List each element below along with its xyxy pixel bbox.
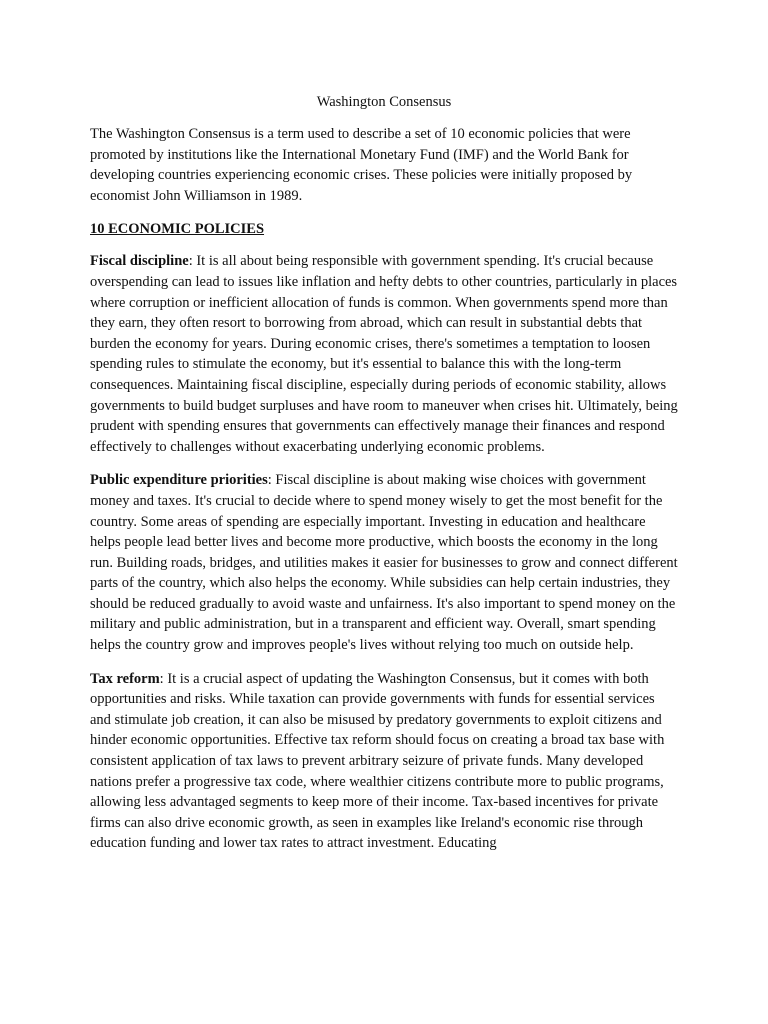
document-title: Washington Consensus — [316, 94, 452, 110]
policy-text: : It is a crucial aspect of updating the Washington Consensus, but it comes with both opportunities and risks. While taxation can provide governments with funds for essential services and stimulate job creation, it can also be misused by predatory governments to exploit citizens and hinder economic opportunities. Effective tax reform should focus on creating a broad tax base with consistent application of tax laws to prevent arbitrary seizure of private funds. Many developed nations prefer a progressive tax code, where wealthier citizens contribute more to public programs, allowing less advantaged segments to keep more of their income. Tax-based incentives for private firms can also drive economic growth, as seen in examples like Ireland's economic rise through education funding and lower tax rates to attract investment. Educating — [90, 670, 665, 852]
policy-text: : Fiscal discipline is about making wise choices with government money and taxes. It's crucial to decide where to spend money wisely to get the most benefit for the country. Some areas of spending are especially important. Investing in education and healthcare helps people lead better lives and become more productive, which boosts the economy in the long run. Building roads, bridges, and utilities makes it easier for businesses to grow and connect different parts of the country, which also helps the economy. While subsidies can help certain industries, they should be reduced gradually to avoid waste and unfairness. It's also important to spend money on the military and public administration, but in a transparent and efficient way. Overall, smart spending helps the country grow and improves people's lives without relying too much on outside help. — [90, 472, 678, 654]
policy-paragraph-tax-reform — [90, 669, 678, 854]
document-page — [90, 92, 678, 867]
intro-paragraph: The Washington Consensus is a term used to describe a set of 10 economic policies that were promoted by institutions like the International Monetary Fund (IMF) and the World Bank for developing countries experiencing economic crises. These policies were initially proposed by economist John Williamson in 1989. — [90, 126, 633, 204]
policy-paragraph-public-expenditure — [90, 470, 678, 655]
section-heading: 10 ECONOMIC POLICIES — [90, 221, 265, 238]
policy-text: : It is all about being responsible with government spending. It's crucial because overspending can lead to issues like inflation and hefty debts to other countries, particularly in places where corruption or inefficient allocation of funds is common. When governments spend more than they earn, they often resort to borrowing from abroad, which can result in substantial debts that burden the economy for years. During economic crises, there's sometimes a temptation to loosen spending rules to stimulate the economy, but it's essential to balance this with the long-term consequences. Maintaining fiscal discipline, especially during periods of economic stability, allows governments to build budget surpluses and have room to maneuver when crises hit. Ultimately, being prudent with spending ensures that governments can effectively manage their finances and respond effectively to challenges without exacerbating underlying economic problems. — [90, 253, 678, 455]
policy-term: Public expenditure priorities — [90, 472, 268, 489]
policy-term: Fiscal discipline — [90, 253, 189, 270]
policy-paragraph-fiscal-discipline — [90, 251, 678, 457]
policy-term: Tax reform — [90, 670, 160, 687]
